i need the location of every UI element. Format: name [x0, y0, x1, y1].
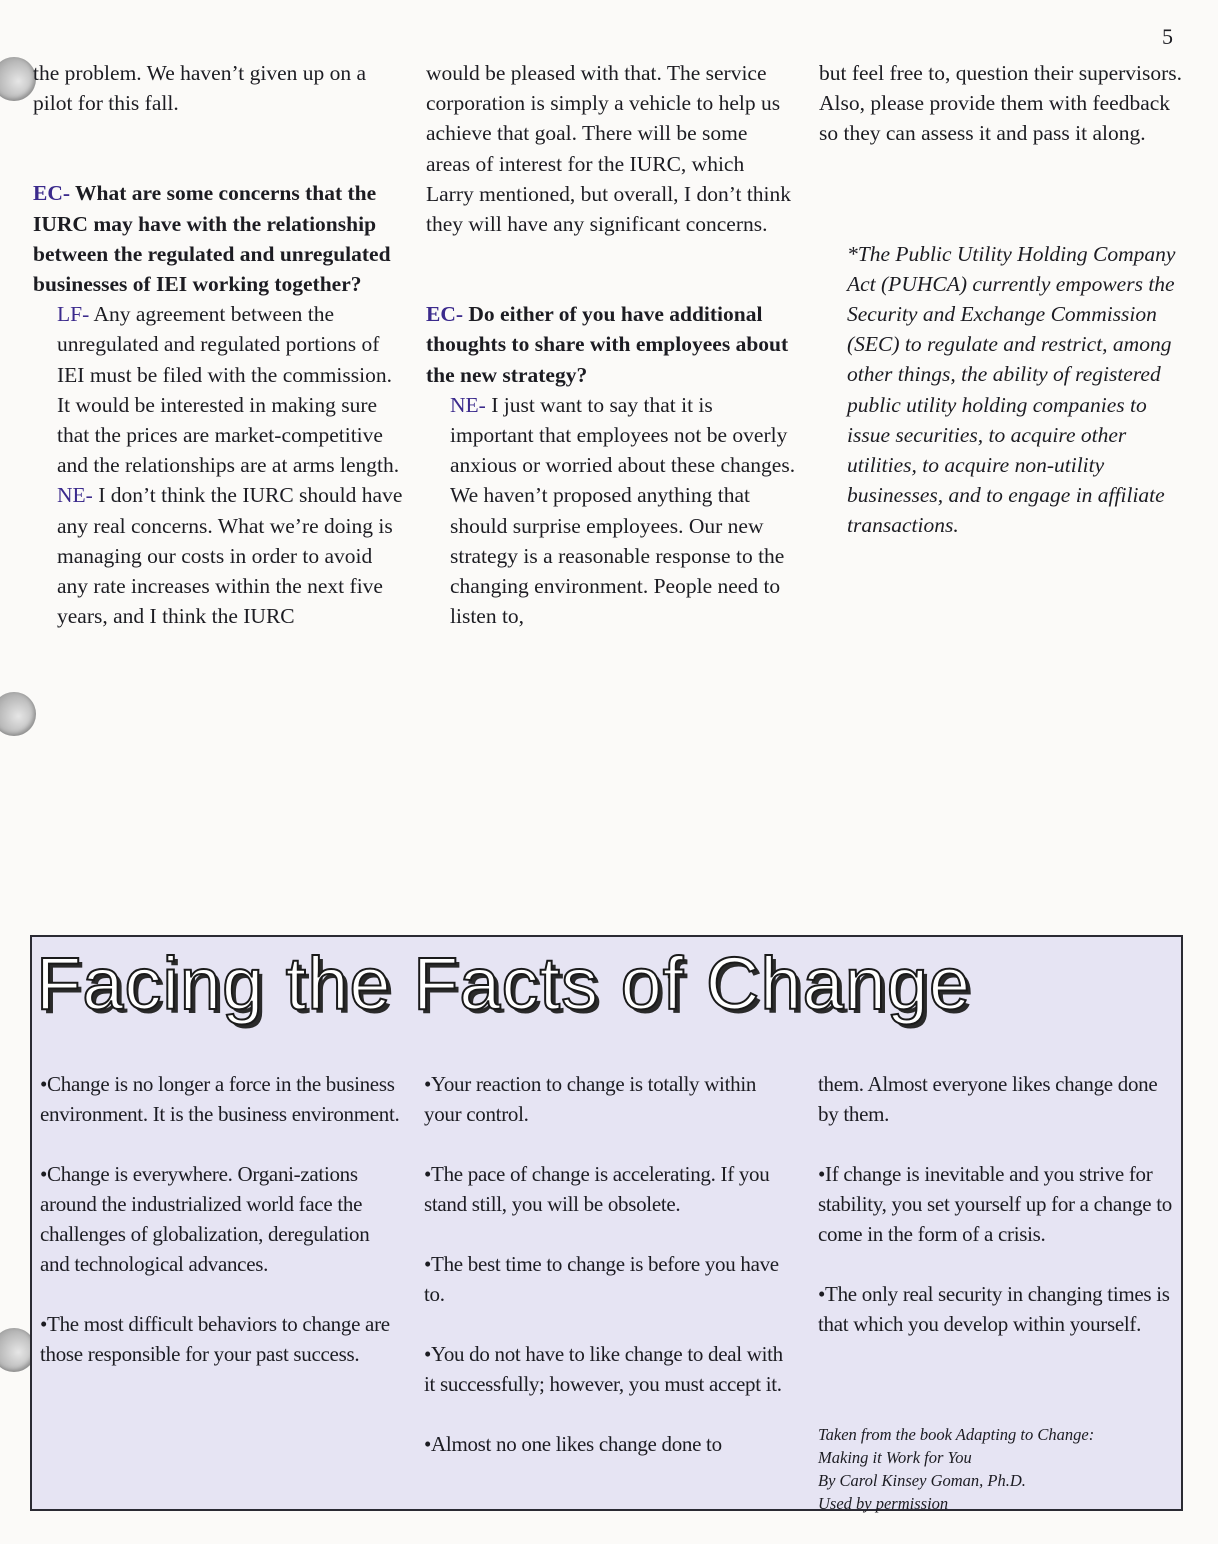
fact-item: •The pace of change is accelerating. If you stand still, you will be obsolete.: [424, 1162, 770, 1216]
speaker-tag-lf: LF-: [57, 302, 90, 327]
fact-item: them. Almost everyone likes change done by them.: [818, 1072, 1158, 1126]
speaker-tag-ne: NE-: [57, 483, 93, 508]
speaker-tag-ne: NE-: [450, 392, 486, 417]
answer-text: I don’t think the IURC should have any real concerns. What we’re doing is managing our costs in order to avoid any rate increases within the next five years, and I think the IURC: [57, 483, 403, 629]
binder-hole-top: [0, 57, 36, 101]
sidebar-title: Facing the Facts of Change: [36, 942, 972, 1025]
fact-item: •You do not have to like change to deal with it successfully; however, you must accept it.: [424, 1342, 783, 1396]
question-text: What are some concerns that the IURC may have with the relationship between the regulated and unregulated businesses of IEI working together?: [33, 181, 391, 297]
answer-ne-2: [426, 390, 796, 632]
fact-item: •If change is inevitable and you strive for stability, you set yourself up for a change to come in the form of a crisis.: [818, 1162, 1172, 1246]
fact-item: •Change is no longer a force in the business environment. It is the business environment.: [40, 1072, 400, 1126]
page-number: 5: [1162, 24, 1173, 49]
question-ec-1: [33, 178, 405, 299]
answer-lf: [33, 299, 405, 480]
facts-of-change-box: [30, 935, 1183, 1511]
question-ec-2: [426, 299, 796, 390]
binder-hole-middle: [0, 692, 36, 736]
credit-line: Making it Work for You: [818, 1448, 972, 1467]
fact-item: •Your reaction to change is totally within your control.: [424, 1072, 757, 1126]
answer-ne-1: [33, 480, 405, 631]
facts-column-1: [40, 1069, 402, 1399]
question-text: Do either of you have additional thoughts to share with employees about the new strategy?: [426, 302, 789, 387]
fact-item: •The only real security in changing times is that which you develop within yourself.: [818, 1282, 1170, 1336]
fact-item: •Almost no one likes change done to: [424, 1432, 722, 1456]
speaker-tag-ec: EC-: [33, 181, 71, 206]
paragraph-continued: would be pleased with that. The service corporation is simply a vehicle to help us achieve that goal. There will be some areas of interest for the IURC, which Larry mentioned, but overall, I don’t think they will have any significant concerns.: [426, 61, 792, 237]
fact-item: •The most difficult behaviors to change are those responsible for your past success.: [40, 1312, 390, 1366]
credit-line: Taken from the book Adapting to Change:: [818, 1425, 1095, 1444]
interview-column-3: [819, 58, 1191, 541]
credit-line: Used by permission: [818, 1494, 949, 1513]
credit-line: By Carol Kinsey Goman, Ph.D.: [818, 1471, 1026, 1490]
fact-item: •Change is everywhere. Organi-zations around the industrialized world face the challenges of globalization, deregulation and technological advances.: [40, 1162, 370, 1276]
answer-text: I just want to say that it is important that employees not be overly anxious or worried about these changes. We haven’t proposed anything that should surprise employees. Our new strategy is a reasonable response to the changing environment. People need to listen to,: [450, 392, 796, 629]
answer-text: Any agreement between the unregulated and regulated portions of IEI must be filed with the commission. It would be interested in making sure that the prices are market-competitive and the relationships are at arms length.: [57, 302, 400, 478]
facts-column-2: [424, 1069, 790, 1489]
speaker-tag-ec: EC-: [426, 302, 464, 327]
interview-column-1: [33, 58, 405, 631]
facts-column-3: [818, 1069, 1178, 1369]
fact-item: •The best time to change is before you have to.: [424, 1252, 779, 1306]
paragraph-intro: the problem. We haven’t given up on a pilot for this fall.: [33, 61, 367, 116]
footnote-puhca: *The Public Utility Holding Company Act (PUHCA) currently empowers the Security and Exchange Commission (SEC) to regulate and restrict, among other things, the ability of registered public utility holding companies to issue securities, to acquire other utilities, to acquire non-utility businesses, and to engage in affiliate transactions.: [847, 241, 1176, 538]
paragraph-continued: but feel free to, question their supervisors. Also, please provide them with feedback so they can assess it and pass it along.: [819, 61, 1183, 146]
source-credit: [818, 1423, 1094, 1515]
interview-column-2: [426, 58, 796, 631]
